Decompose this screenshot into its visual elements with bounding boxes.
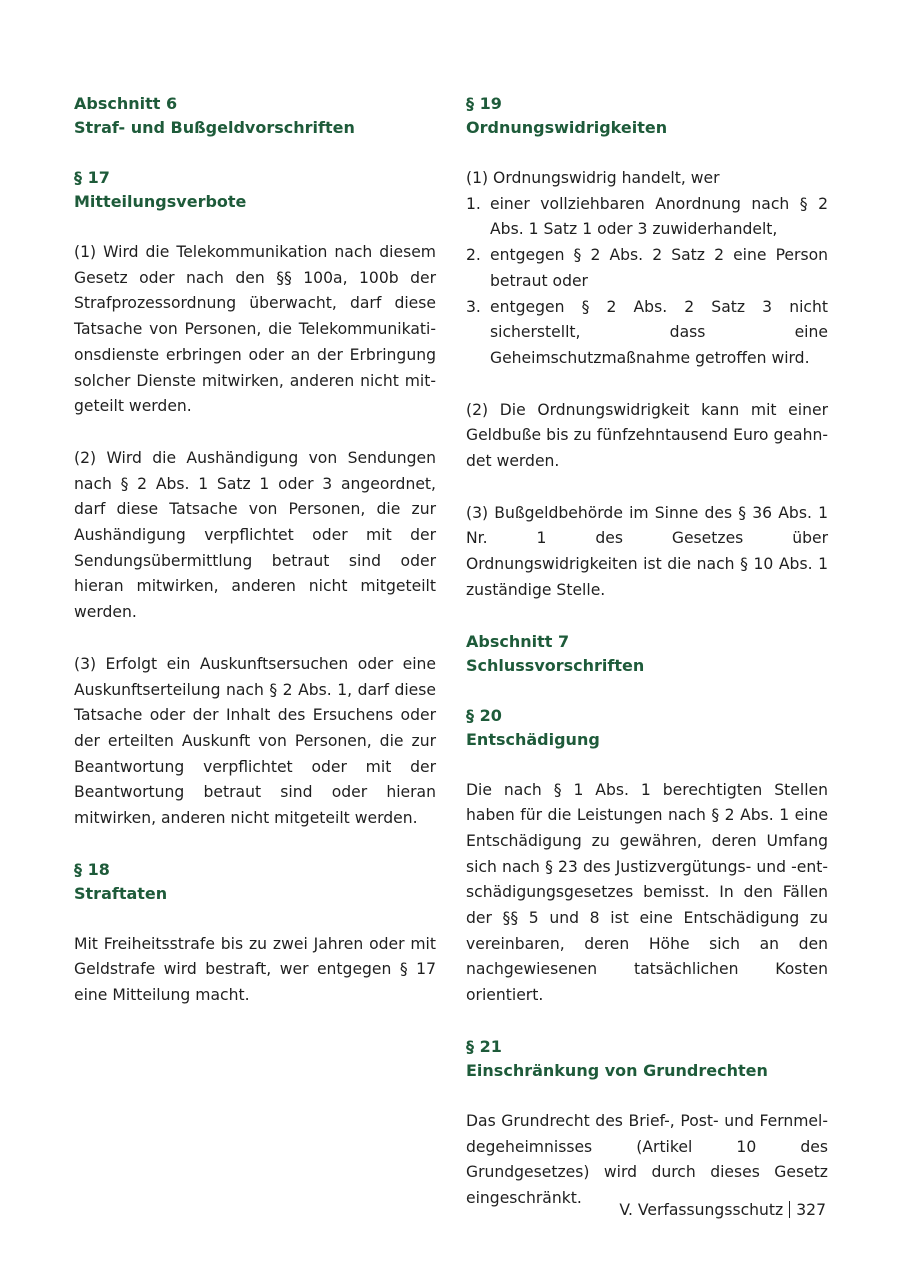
paragraph-20-heading: [466, 704, 828, 752]
paragraph-19-subsection-1: [466, 166, 828, 372]
footer-divider: [789, 1201, 790, 1218]
list-item: [466, 295, 828, 372]
paragraph-19-subsection-2: (2) Die Ordnungswidrigkeit kann mit einer Geldbuße bis zu fünfzehntausend Euro geahndet werden.: [466, 400, 828, 471]
right-column: [466, 92, 828, 1238]
paragraph-17-title: Mitteilungsverbote: [74, 192, 247, 211]
paragraph-19-label: § 19: [466, 94, 502, 113]
paragraph-17-subsection-1: (1) Wird die Telekommunikation nach diesem Gesetz oder nach den §§ 100a, 100b der Strafprozessordnung überwacht, darf diese Tatsache von Personen, die Telekommunikationsdienste erbringen oder an der Erbringung solcher Dienste mitwirken, anderen nicht mitgeteilt werden.: [74, 243, 436, 416]
paragraph-19-heading: [466, 92, 828, 140]
paragraph-20-text: Die nach § 1 Abs. 1 berechtigten Stellen haben für die Leistungen nach § 2 Abs. 1 eine Entschädigung zu gewähren, deren Umfang sich nach § 23 des Justizvergütungs- und -entschädigungsgesetzes bemisst. In den Fällen der §§ 5 und 8 ist eine Entschädigung zu vereinbaren, deren Höhe sich an den nachgewiesenen tatsächlichen Kosten orientiert.: [466, 780, 828, 1005]
section-6-heading: [74, 92, 436, 140]
offense-list: [466, 192, 828, 372]
list-item-number: 2.: [466, 246, 481, 265]
paragraph-17-label: § 17: [74, 168, 110, 187]
page-number: 327: [796, 1201, 826, 1219]
section-7-title: Schlussvorschriften: [466, 655, 645, 675]
list-item-text: entgegen § 2 Abs. 2 Satz 2 eine Person betraut oder: [490, 246, 828, 290]
paragraph-21-heading: [466, 1035, 828, 1083]
paragraph-17-subsection-3: (3) Erfolgt ein Auskunftsersuchen oder eine Auskunftserteilung nach § 2 Abs. 1, darf diese Tatsache oder der Inhalt des Ersuchens oder der erteilten Auskunft von Personen, die zur Beantwortung verpflichtet oder mit der Beantwortung betraut sind oder hieran mitwirken, anderen nicht mitgeteilt werden.: [74, 654, 436, 828]
section-6-title: Straf- und Bußgeldvorschriften: [74, 118, 355, 137]
list-item: [466, 243, 828, 294]
section-7-heading: [466, 630, 828, 678]
paragraph-19-subsection-3: (3) Bußgeldbehörde im Sinne des § 36 Abs. 1 Nr. 1 des Gesetzes über Ordnungswidrigkeiten ist die nach § 10 Abs. 1 zuständige Stelle.: [466, 503, 828, 599]
paragraph-17-subsection-2: (2) Wird die Aushändigung von Sendungen nach § 2 Abs. 1 Satz 1 oder 3 angeordnet, darf diese Tatsache von Personen, die zur Aushändigung verpflichtet oder mit der Sendungsübermittlung betraut sind oder hieran mitwirken, anderen nicht mitgeteilt werden.: [74, 448, 436, 622]
paragraph-17-heading: [74, 166, 436, 214]
paragraph-18-title: Straftaten: [74, 883, 168, 903]
paragraph-19-title: Ordnungswidrigkeiten: [466, 118, 668, 137]
footer-chapter: V. Verfassungsschutz: [619, 1201, 784, 1219]
list-item-number: 3.: [466, 297, 481, 316]
paragraph-21-text: Das Grundrecht des Brief-, Post- und Fernmeldegeheimnisses (Artikel 10 des Grundgesetzes) wird durch dieses Gesetz eingeschränkt.: [466, 1111, 828, 1207]
list-item-text: einer vollziehbaren Anordnung nach § 2 Abs. 1 Satz 1 oder 3 zuwiderhandelt,: [490, 194, 828, 239]
paragraph-21-label: § 21: [466, 1036, 502, 1056]
section-6-label: Abschnitt 6: [74, 94, 178, 113]
section-7-label: Abschnitt 7: [466, 631, 570, 651]
paragraph-20-title: Entschädigung: [466, 729, 600, 749]
paragraph-19-intro: (1) Ordnungswidrig handelt, wer: [466, 169, 720, 187]
page-footer: [619, 1198, 826, 1222]
list-item-text: entgegen § 2 Abs. 2 Satz 3 nicht sicherstellt, dass eine Geheimschutzmaßnahme getroffen wird.: [490, 297, 828, 367]
paragraph-18-label: § 18: [74, 859, 110, 879]
paragraph-20-label: § 20: [466, 705, 502, 725]
list-item: [466, 192, 828, 243]
paragraph-21-title: Einschränkung von Grundrechten: [466, 1060, 768, 1080]
list-item-number: 1.: [466, 194, 481, 213]
left-column: [74, 92, 436, 1035]
paragraph-18-text: Mit Freiheitsstrafe bis zu zwei Jahren oder mit Geldstrafe wird bestraft, wer entgegen § 17 eine Mitteilung macht.: [74, 934, 436, 1005]
paragraph-18-heading: [74, 858, 436, 906]
